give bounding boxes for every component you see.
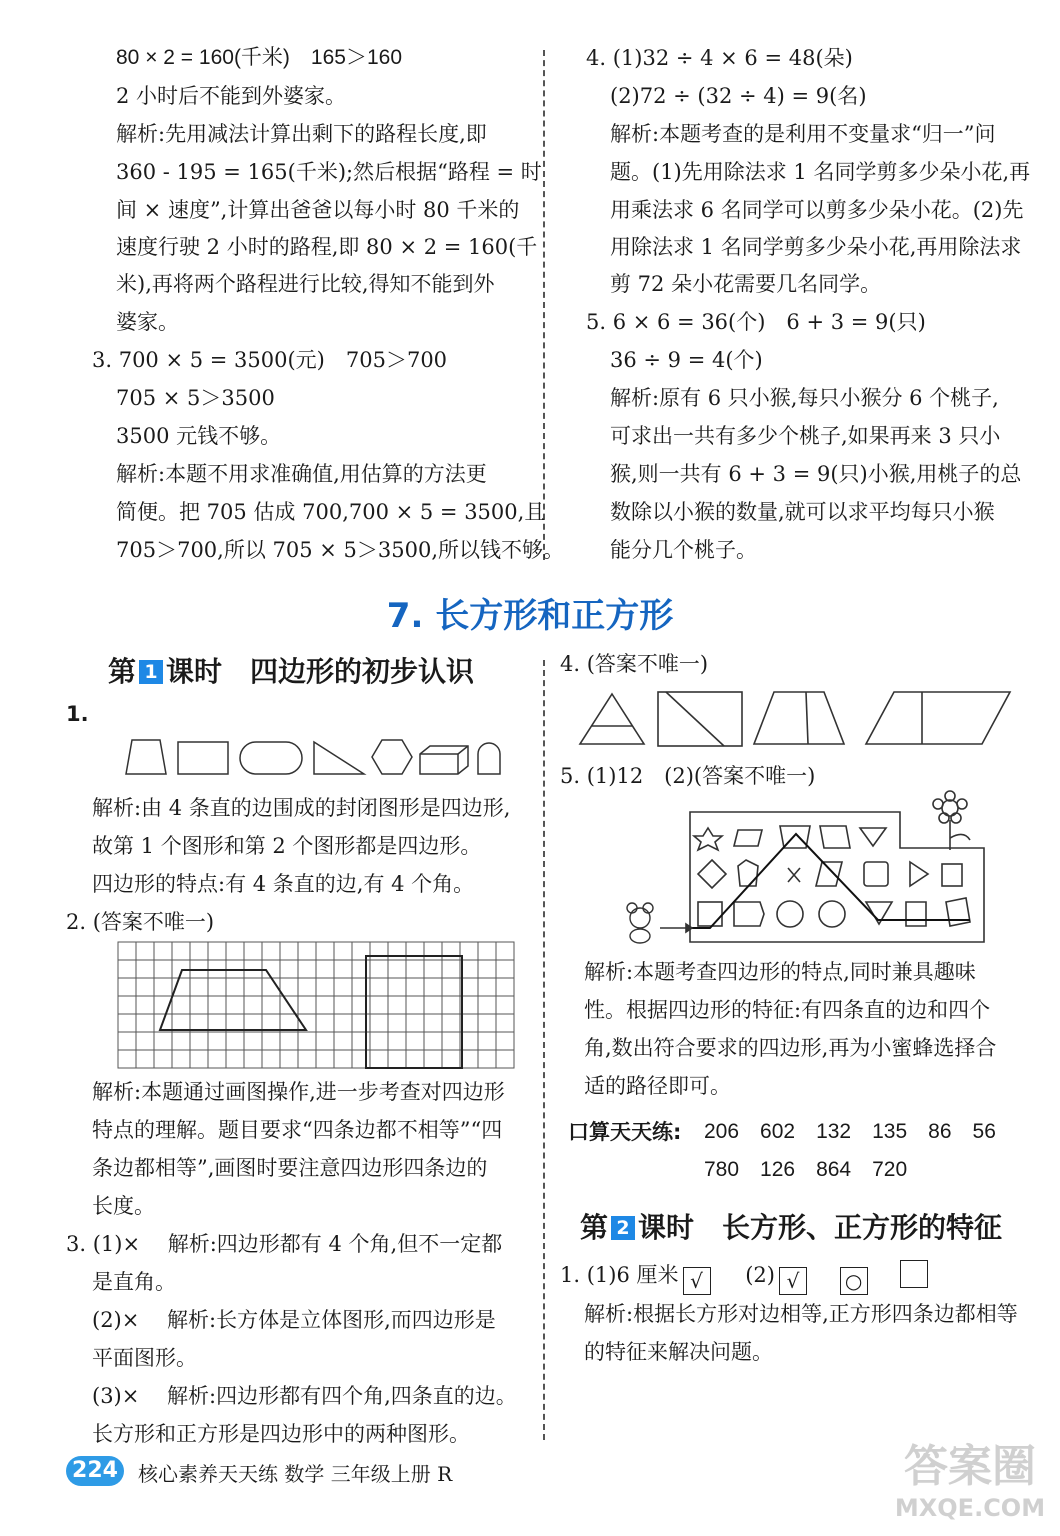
analysis-line: 解析:由 4 条直的边围成的封闭图形是四边形,	[92, 796, 511, 820]
text-line: 用乘法求 6 名同学可以剪多少朵小花。(2)先	[610, 198, 1024, 222]
text-line: 性。根据四边形的特征:有四条直的边和四个	[584, 998, 991, 1022]
text-line: 能分几个桃子。	[610, 538, 757, 562]
lesson-1-heading	[108, 650, 474, 690]
analysis-line: 解析:根据长方形对边相等,正方形四条边都相等	[584, 1302, 1018, 1326]
page-number-badge: 224	[66, 1456, 124, 1486]
bee-maze-figure	[610, 790, 1030, 950]
lesson-title: 课时 四边形的初步认识	[166, 655, 475, 688]
lesson-prefix: 第	[580, 1211, 609, 1244]
answer-2-text: (2)	[745, 1263, 775, 1287]
question-5: 5. 6 × 6 = 36(个) 6 + 3 = 9(只)	[586, 310, 926, 334]
footer-book-title: 核心素养天天练 数学 三年级上册 R	[138, 1462, 453, 1486]
text-line: 故第 1 个图形和第 2 个图形都是四边形。	[92, 834, 482, 858]
oral-practice-row-1: 206 602 132 135 86 56	[704, 1120, 996, 1143]
text-line: 条边都相等”,画图时要注意四边形四条边的	[92, 1156, 488, 1180]
text-line: 长度。	[92, 1194, 155, 1218]
lesson-2-heading	[580, 1206, 1002, 1246]
text-line: 特点的理解。题目要求“四条边都不相等”“四	[92, 1118, 503, 1142]
watermark-logo	[890, 1430, 1050, 1526]
analysis-line: 解析:本题考查的是利用不变量求“归一”问	[610, 122, 996, 146]
lesson-title: 课时 长方形、正方形的特征	[638, 1211, 1003, 1244]
question-4b: 4. (答案不唯一)	[560, 652, 709, 676]
text-line: 的特征来解决问题。	[584, 1340, 773, 1364]
oral-practice-row-2: 780 126 864 720	[704, 1158, 908, 1181]
shapes-cut-figure	[574, 688, 1014, 748]
text-line: 80 × 2 = 160(千米) 165＞160	[116, 46, 403, 69]
check-box: √	[683, 1267, 711, 1295]
question-1-lesson2	[560, 1260, 932, 1295]
answer-1-text: 1. (1)6 厘米	[560, 1263, 679, 1287]
question-3: 3. 700 × 5 = 3500(元) 705＞700	[92, 348, 448, 372]
text-line: 剪 72 朵小花需要几名同学。	[610, 272, 882, 296]
text-line: 猴,则一共有 6 + 3 = 9(只)小猴,用桃子的总	[610, 462, 1022, 486]
text-line: 3500 元钱不够。	[116, 424, 282, 448]
circle-box: ○	[840, 1267, 868, 1295]
analysis-line: 解析:原有 6 只小猴,每只小猴分 6 个桃子,	[610, 386, 999, 410]
text-line: 简便。把 705 估成 700,700 × 5 = 3500,且	[116, 500, 546, 524]
watermark-url: MXQE.COM	[894, 1494, 1046, 1522]
text-line: 平面图形。	[92, 1346, 197, 1370]
text-line: 适的路径即可。	[584, 1074, 731, 1098]
text-line: 间 × 速度”,计算出爸爸以每小时 80 千米的	[116, 198, 520, 222]
text-line: (2)72 ÷ (32 ÷ 4) = 9(名)	[610, 84, 867, 108]
text-line: 速度行驶 2 小时的路程,即 80 × 2 = 160(千	[116, 235, 538, 259]
chapter-title: 7. 长方形和正方形	[386, 596, 674, 636]
watermark-text: 答案圈	[904, 1441, 1036, 1492]
lesson-prefix: 第	[108, 655, 137, 688]
lesson-number-badge: 1	[139, 660, 163, 684]
question-3b: 3. (1)× 解析:四边形都有 4 个角,但不一定都	[66, 1232, 503, 1256]
question-1: 1.	[66, 702, 89, 726]
text-line: 婆家。	[116, 310, 179, 334]
analysis-line: 解析:本题通过画图操作,进一步考查对四边形	[92, 1080, 505, 1104]
text-line: 题。(1)先用除法求 1 名同学剪多少朵小花,再	[610, 160, 1031, 184]
column-divider-bottom	[543, 660, 545, 1440]
text-line: 705＞700,所以 705 × 5＞3500,所以钱不够。	[116, 538, 565, 562]
analysis-line: 解析:先用减法计算出剩下的路程长度,即	[116, 122, 487, 146]
text-line: 705 × 5＞3500	[116, 386, 275, 410]
column-divider-top	[543, 50, 545, 560]
text-line: 36 ÷ 9 = 4(个)	[610, 348, 763, 372]
grid-drawing-figure	[116, 940, 516, 1070]
text-line: (3)× 解析:四边形都有四个角,四条直的边。	[92, 1384, 517, 1408]
analysis-line: 解析:本题考查四边形的特点,同时兼具趣味	[584, 960, 976, 984]
text-line: 360 - 195 = 165(千米);然后根据“路程 = 时	[116, 160, 542, 184]
question-4: 4. (1)32 ÷ 4 × 6 = 48(朵)	[586, 46, 853, 70]
question-5b: 5. (1)12 (2)(答案不唯一)	[560, 764, 816, 788]
shapes-row-figure	[116, 734, 506, 780]
text-line: 是直角。	[92, 1270, 176, 1294]
text-line: 米),再将两个路程进行比较,得知不能到外	[116, 272, 495, 296]
lesson-number-badge: 2	[611, 1216, 635, 1240]
text-line: (2)× 解析:长方体是立体图形,而四边形是	[92, 1308, 496, 1332]
text-line: 数除以小猴的数量,就可以求平均每只小猴	[610, 500, 995, 524]
analysis-line: 解析:本题不用求准确值,用估算的方法更	[116, 462, 487, 486]
question-2: 2. (答案不唯一)	[66, 910, 215, 934]
text-line: 角,数出符合要求的四边形,再为小蜜蜂选择合	[584, 1036, 997, 1060]
text-line: 四边形的特点:有 4 条直的边,有 4 个角。	[92, 872, 475, 896]
text-line: 长方形和正方形是四边形中的两种图形。	[92, 1422, 470, 1446]
check-box: √	[779, 1267, 807, 1295]
text-line: 2 小时后不能到外婆家。	[116, 84, 347, 108]
empty-box	[900, 1260, 928, 1288]
text-line: 可求出一共有多少个桃子,如果再来 3 只小	[610, 424, 1001, 448]
oral-practice-label: 口算天天练:	[568, 1120, 682, 1144]
text-line: 用除法求 1 名同学剪多少朵小花,再用除法求	[610, 235, 1022, 259]
